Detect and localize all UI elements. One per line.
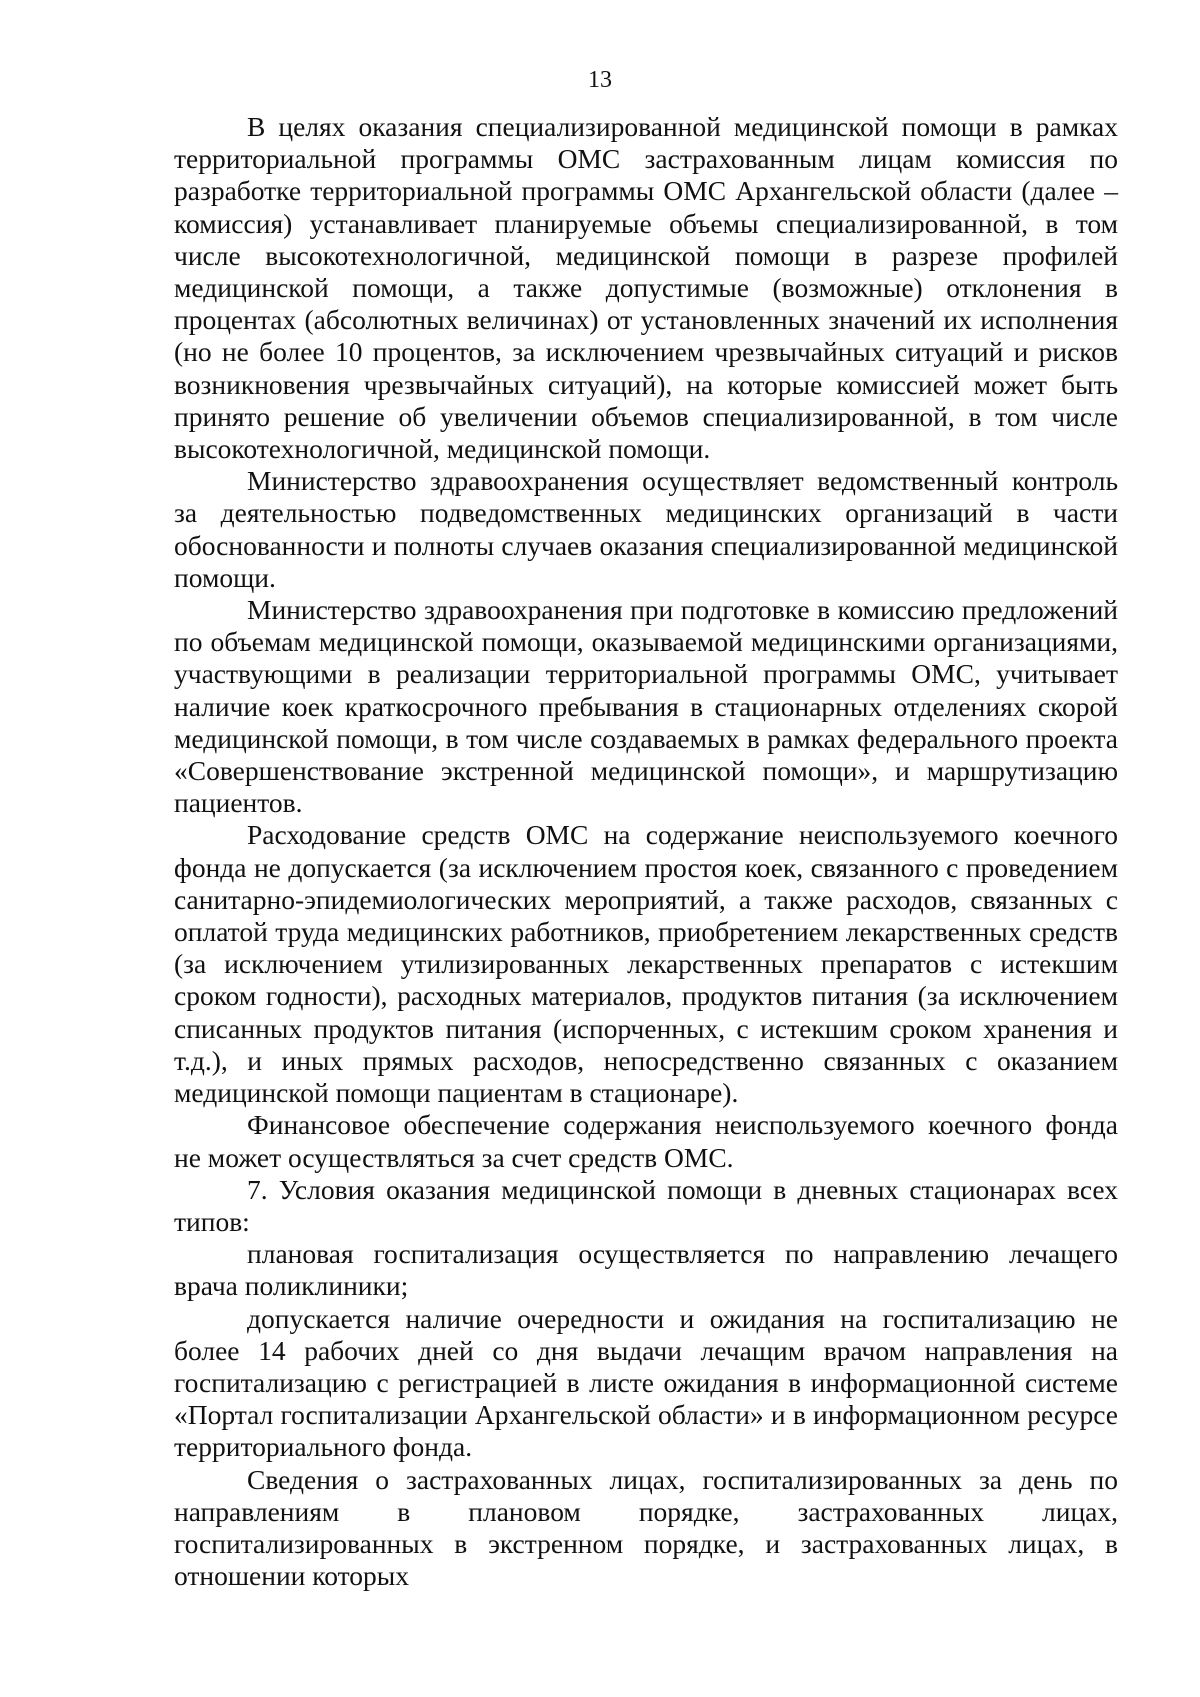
page-number: 13 <box>588 67 612 93</box>
paragraph-waiting-list: допускается наличие очередности и ожидания на госпитализацию не более 14 рабочих дней со дня выдачи лечащим врачом направления на госпитализацию с регистрацией в листе ожидания в информационной системе «Портал госпитализации Архангельской области» и в информационном ресурсе территориального фонда. <box>174 1302 1118 1463</box>
paragraph-insured-persons-info: Сведения о застрахованных лицах, госпитализированных за день по направлениям в плановом порядке, застрахованных лицах, госпитализированных в экстренном порядке, и застрахованных лицах, в отношении которых <box>174 1463 1118 1592</box>
paragraph-section-7-heading: 7. Условия оказания медицинской помощи в дневных стационарах всех типов: <box>174 1173 1118 1237</box>
paragraph-ministry-proposals: Министерство здравоохранения при подготовке в комиссию предложений по объемам медицинской помощи, оказываемой медицинскими организациями, участвующими в реализации территориальной программы ОМС, учитывает наличие коек краткосрочного пребывания в стационарных отделениях скорой медицинской помощи, в том числе создаваемых в рамках федерального проекта «Совершенствование экстренной медицинской помощи», и маршрутизацию пациентов. <box>174 594 1118 819</box>
paragraph-bed-fund-financing: Финансовое обеспечение содержания неиспользуемого коечного фонда не может осуществляться за счет средств ОМС. <box>174 1109 1118 1173</box>
document-body <box>174 111 1118 1592</box>
paragraph-specialized-care-volumes: В целях оказания специализированной медицинской помощи в рамках территориальной программы ОМС застрахованным лицам комиссия по разработке территориальной программы ОМС Архангельской области (далее – комиссия) устанавливает планируемые объемы специализированной, в том числе высокотехнологичной, медицинской помощи в разрезе профилей медицинской помощи, а также допустимые (возможные) отклонения в процентах (абсолютных величинах) от установленных значений их исполнения (но не более 10 процентов, за исключением чрезвычайных ситуаций и рисков возникновения чрезвычайных ситуаций), на которые комиссией может быть принято решение об увеличении объемов специализированной, в том числе высокотехнологичной, медицинской помощи. <box>174 111 1118 465</box>
paragraph-bed-fund-spending: Расходование средств ОМС на содержание неиспользуемого коечного фонда не допускается (за исключением простоя коек, связанного с проведением санитарно-эпидемиологических мероприятий, а также расходов, связанных с оплатой труда медицинских работников, приобретением лекарственных средств (за исключением утилизированных лекарственных препаратов с истекшим сроком годности), расходных материалов, продуктов питания (за исключением списанных продуктов питания (испорченных, с истекшим сроком хранения и т.д.), и иных прямых расходов, непосредственно связанных с оказанием медицинской помощи пациентам в стационаре). <box>174 819 1118 1109</box>
paragraph-ministry-control: Министерство здравоохранения осуществляет ведомственный контроль за деятельностью подведомственных медицинских организаций в части обоснованности и полноты случаев оказания специализированной медицинской помощи. <box>174 465 1118 593</box>
paragraph-planned-hospitalization: плановая госпитализация осуществляется по направлению лечащего врача поликлиники; <box>174 1238 1118 1302</box>
